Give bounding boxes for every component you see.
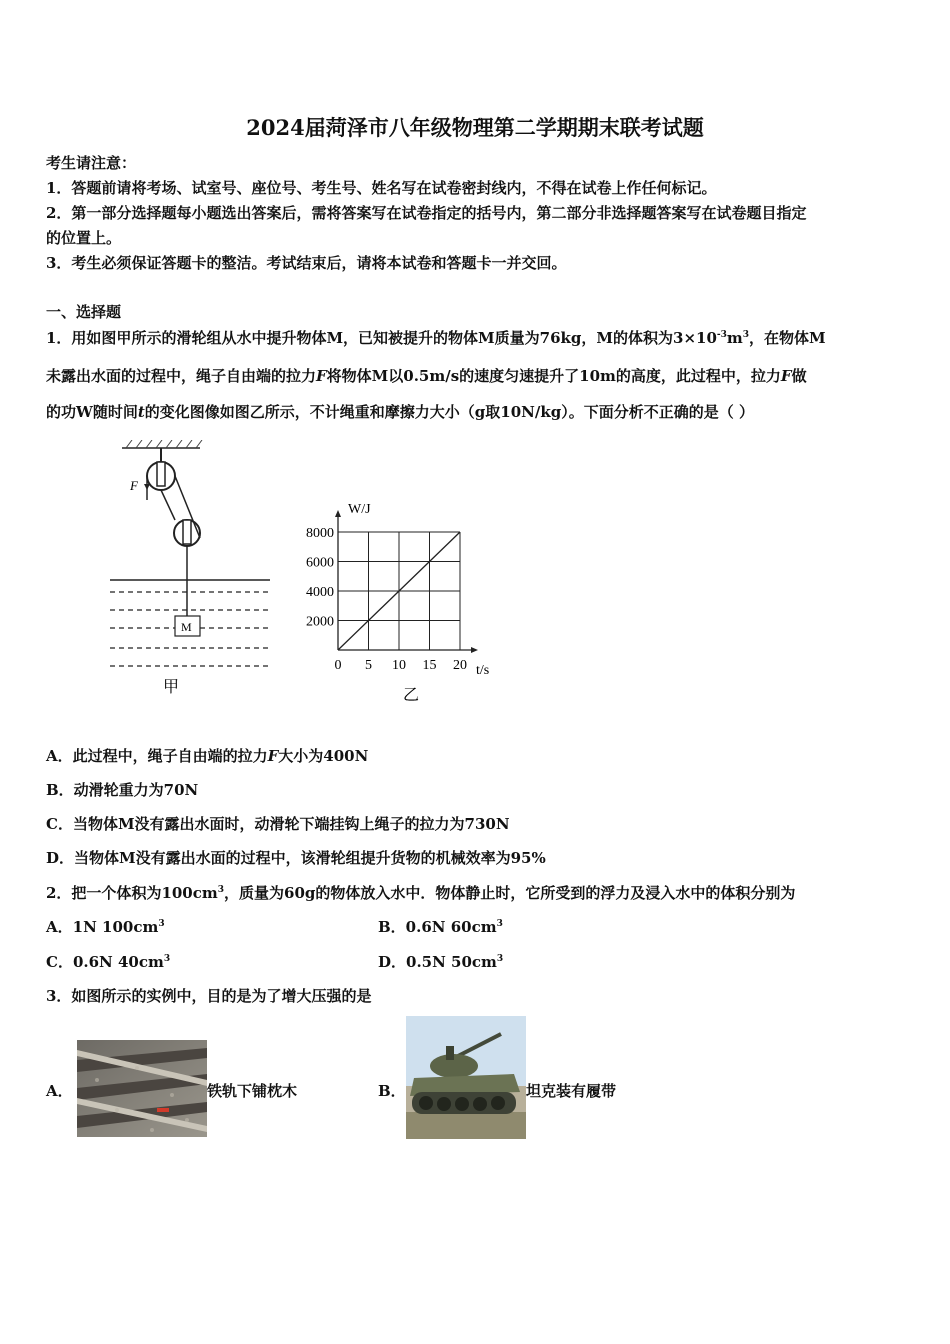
- q1-option-a[interactable]: A．此过程中，绳子自由端的拉力F大小为400N: [46, 747, 369, 765]
- x-tick-label: 15: [422, 658, 437, 673]
- x-tick-label: 5: [365, 658, 372, 673]
- section-heading: 一、选择题: [46, 303, 122, 321]
- x-tick-label: 10: [392, 658, 406, 673]
- q3-option-a-label[interactable]: A．: [46, 1082, 73, 1100]
- x-tick-label: 0: [334, 658, 342, 673]
- y-tick-label: 4000: [306, 585, 334, 600]
- y-tick-label: 8000: [306, 526, 334, 541]
- q1-line-1: 1．用如图甲所示的滑轮组从水中提升物体M，已知被提升的物体M质量为76kg，M的体积为$3\times 10^{-3}m^3$，在物体M: [46, 329, 826, 347]
- notice-item-1: 1．答题前请将考场、试室号、座位号、考生号、姓名写在试卷密封线内，不得在试卷上作任何标记。: [46, 179, 717, 197]
- y-axis-arrow: [335, 510, 341, 517]
- q2-stem: 2．把一个体积为$100cm^3$，质量为60g的物体放入水中．物体静止时，它所受到的浮力及浸入水中的体积分别为: [46, 884, 796, 902]
- q1-option-b[interactable]: B．动滑轮重力为70N: [46, 781, 199, 799]
- q1-option-d[interactable]: D．当物体M没有露出水面的过程中，该滑轮组提升货物的机械效率为95%: [46, 849, 546, 867]
- notice-item-2-cont: 的位置上。: [46, 229, 122, 247]
- q2-option-a[interactable]: A．1N $100cm^3$: [46, 918, 165, 936]
- q1-option-c[interactable]: C．当物体M没有露出水面时，动滑轮下端挂钩上绳子的拉力为730N: [46, 815, 510, 833]
- q1-line-3: 的功W随时间t的变化图像如图乙所示，不计绳重和摩擦力大小（g取10N/kg）。下面分析不正确的是（ ）: [46, 403, 754, 421]
- force-label: F: [130, 478, 138, 493]
- y-axis-label: W/J: [348, 502, 371, 517]
- x-axis-arrow: [471, 647, 478, 653]
- y-tick-label: 6000: [306, 555, 334, 571]
- q3-option-a-text[interactable]: 铁轨下铺枕木: [207, 1082, 298, 1100]
- notice-heading: 考生请注意：: [46, 154, 137, 172]
- tank-photo: [406, 1016, 526, 1139]
- q3-stem: 3．如图所示的实例中，目的是为了增大压强的是: [46, 987, 372, 1005]
- figure-caption-jia: 甲: [163, 679, 180, 696]
- q2-option-b[interactable]: B．0.6N $60cm^3$: [378, 918, 503, 936]
- q2-option-c[interactable]: C．0.6N $40cm^3$: [46, 953, 171, 971]
- object-m-label: M: [181, 620, 192, 634]
- y-tick-label: 2000: [306, 614, 334, 630]
- q3-option-b-text[interactable]: 坦克装有履带: [526, 1082, 617, 1100]
- q2-option-d[interactable]: D．0.5N $50cm^3$: [378, 953, 504, 971]
- figure-caption-yi: 乙: [403, 687, 420, 704]
- notice-item-2: 2．第一部分选择题每小题选出答案后，需将答案写在试卷指定的括号内，第二部分非选择题答案写在试卷题目指定: [46, 204, 807, 222]
- x-axis-label: t/s: [476, 663, 490, 678]
- notice-item-3: 3．考生必须保证答题卡的整洁。考试结束后，请将本试卷和答题卡一并交回。: [46, 254, 567, 272]
- railway-sleepers-photo: [77, 1040, 207, 1137]
- q1-line-2: 未露出水面的过程中，绳子自由端的拉力F将物体M以0.5m/s的速度匀速提升了10m的高度，此过程中，拉力F做: [46, 367, 807, 385]
- pulley-diagram: [100, 440, 280, 705]
- q3-option-b-label[interactable]: B．: [378, 1082, 406, 1100]
- work-time-chart: [290, 495, 510, 710]
- x-tick-label: 20: [453, 658, 467, 673]
- page-title: 2024届菏泽市八年级物理第二学期期末联考试题: [246, 115, 704, 140]
